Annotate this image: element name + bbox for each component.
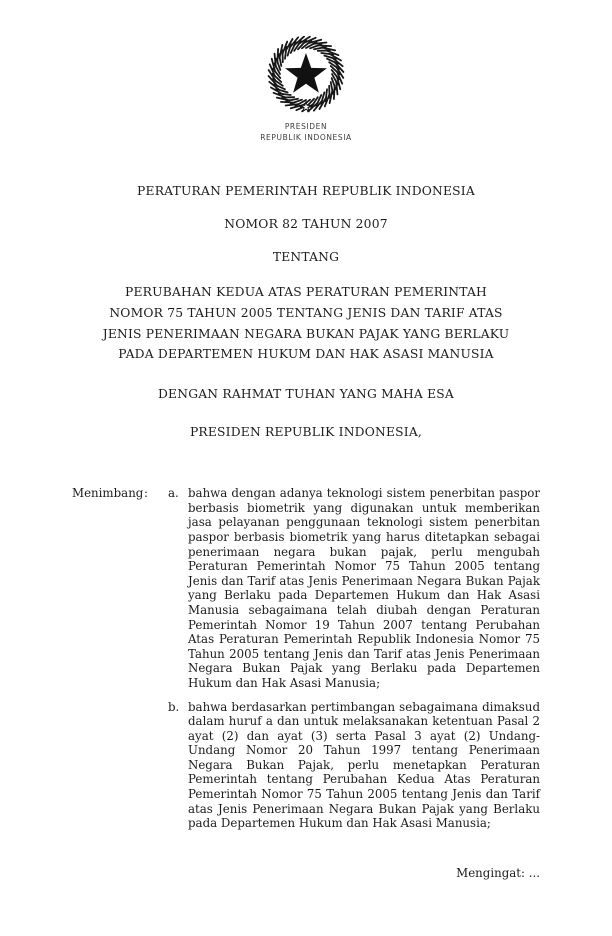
regulation-subject bbox=[0, 282, 612, 365]
regulation-title: PERATURAN PEMERINTAH REPUBLIK INDONESIA bbox=[137, 184, 475, 198]
subject-line: PADA DEPARTEMEN HUKUM DAN HAK ASASI MANUSIA bbox=[118, 347, 494, 362]
item-letter: a. bbox=[168, 486, 179, 501]
considering-section bbox=[72, 486, 540, 831]
regulation-number: NOMOR 82 TAHUN 2007 bbox=[224, 217, 388, 231]
authority-line: PRESIDEN REPUBLIK INDONESIA, bbox=[189, 425, 423, 440]
emblem-caption-line1: PRESIDEN bbox=[284, 122, 328, 131]
item-letter: b. bbox=[168, 699, 180, 714]
item-text: bahwa berdasarkan pertimbangan sebagaimana dimaksud dalam huruf a dan untuk melaksanakan ketentuan Pasal 2 ayat (2) dan ayat (3) serta Pasal 3 ayat (2) Undang-Undang Nomor 20 Tahun 1997 tentang Penerimaan Negara Bukan Pajak, perlu menetapkan Peraturan Pemerintah tentang Perubahan Kedua Atas Peraturan Pemerintah Nomor 75 Tahun 2005 tentang Jenis dan Tarif atas Jenis Penerimaan Negara Bukan Pajak yang Berlaku pada Departemen Hukum dan Hak Asasi Manusia; bbox=[188, 699, 540, 831]
subject-line: JENIS PENERIMAAN NEGARA BUKAN PAJAK YANG BERLAKU bbox=[102, 326, 510, 341]
considering-colon: : bbox=[144, 486, 148, 501]
emblem-caption bbox=[0, 121, 612, 143]
star-wreath-icon bbox=[261, 36, 351, 114]
considering-label: Menimbang bbox=[72, 486, 144, 501]
item-text: bahwa dengan adanya teknologi sistem penerbitan paspor berbasis biometrik yang digunakan untuk memberikan jasa pelayanan penggunaan teknologi sistem penerbitan paspor berbasis biometrik yang harus ditetapkan sebagai penerimaan negara bukan pajak, perlu mengubah Peraturan Pemerintah Nomor 75 Tahun 2005 tentang Jenis dan Tarif atas Jenis Penerimaan Negara Bukan Pajak yang Berlaku pada Departemen Hukum dan Hak Asasi Manusia sebagaimana telah diubah dengan Peraturan Pemerintah Nomor 19 Tahun 2007 tentang Perubahan Atas Peraturan Pemerintah Republik Indonesia Nomor 75 Tahun 2005 tentang Jenis dan Tarif atas Jenis Penerimaan Negara Bukan Pajak yang Berlaku pada Departemen Hukum dan Hak Asasi Manusia; bbox=[188, 486, 540, 690]
page-catchword: Mengingat: ... bbox=[456, 866, 540, 880]
presidential-emblem bbox=[0, 36, 612, 114]
considering-item-a bbox=[168, 486, 540, 690]
star-icon bbox=[285, 53, 327, 93]
considering-item-b bbox=[168, 700, 540, 831]
invocation-line: DENGAN RAHMAT TUHAN YANG MAHA ESA bbox=[158, 387, 454, 402]
emblem-caption-line2: REPUBLIK INDONESIA bbox=[260, 133, 352, 142]
subject-line: PERUBAHAN KEDUA ATAS PERATURAN PEMERINTAH bbox=[125, 285, 487, 299]
subject-line: NOMOR 75 TAHUN 2005 TENTANG JENIS DAN TARIF ATAS bbox=[109, 305, 503, 320]
considering-items bbox=[168, 486, 540, 831]
regulation-about-label: TENTANG bbox=[272, 250, 340, 264]
